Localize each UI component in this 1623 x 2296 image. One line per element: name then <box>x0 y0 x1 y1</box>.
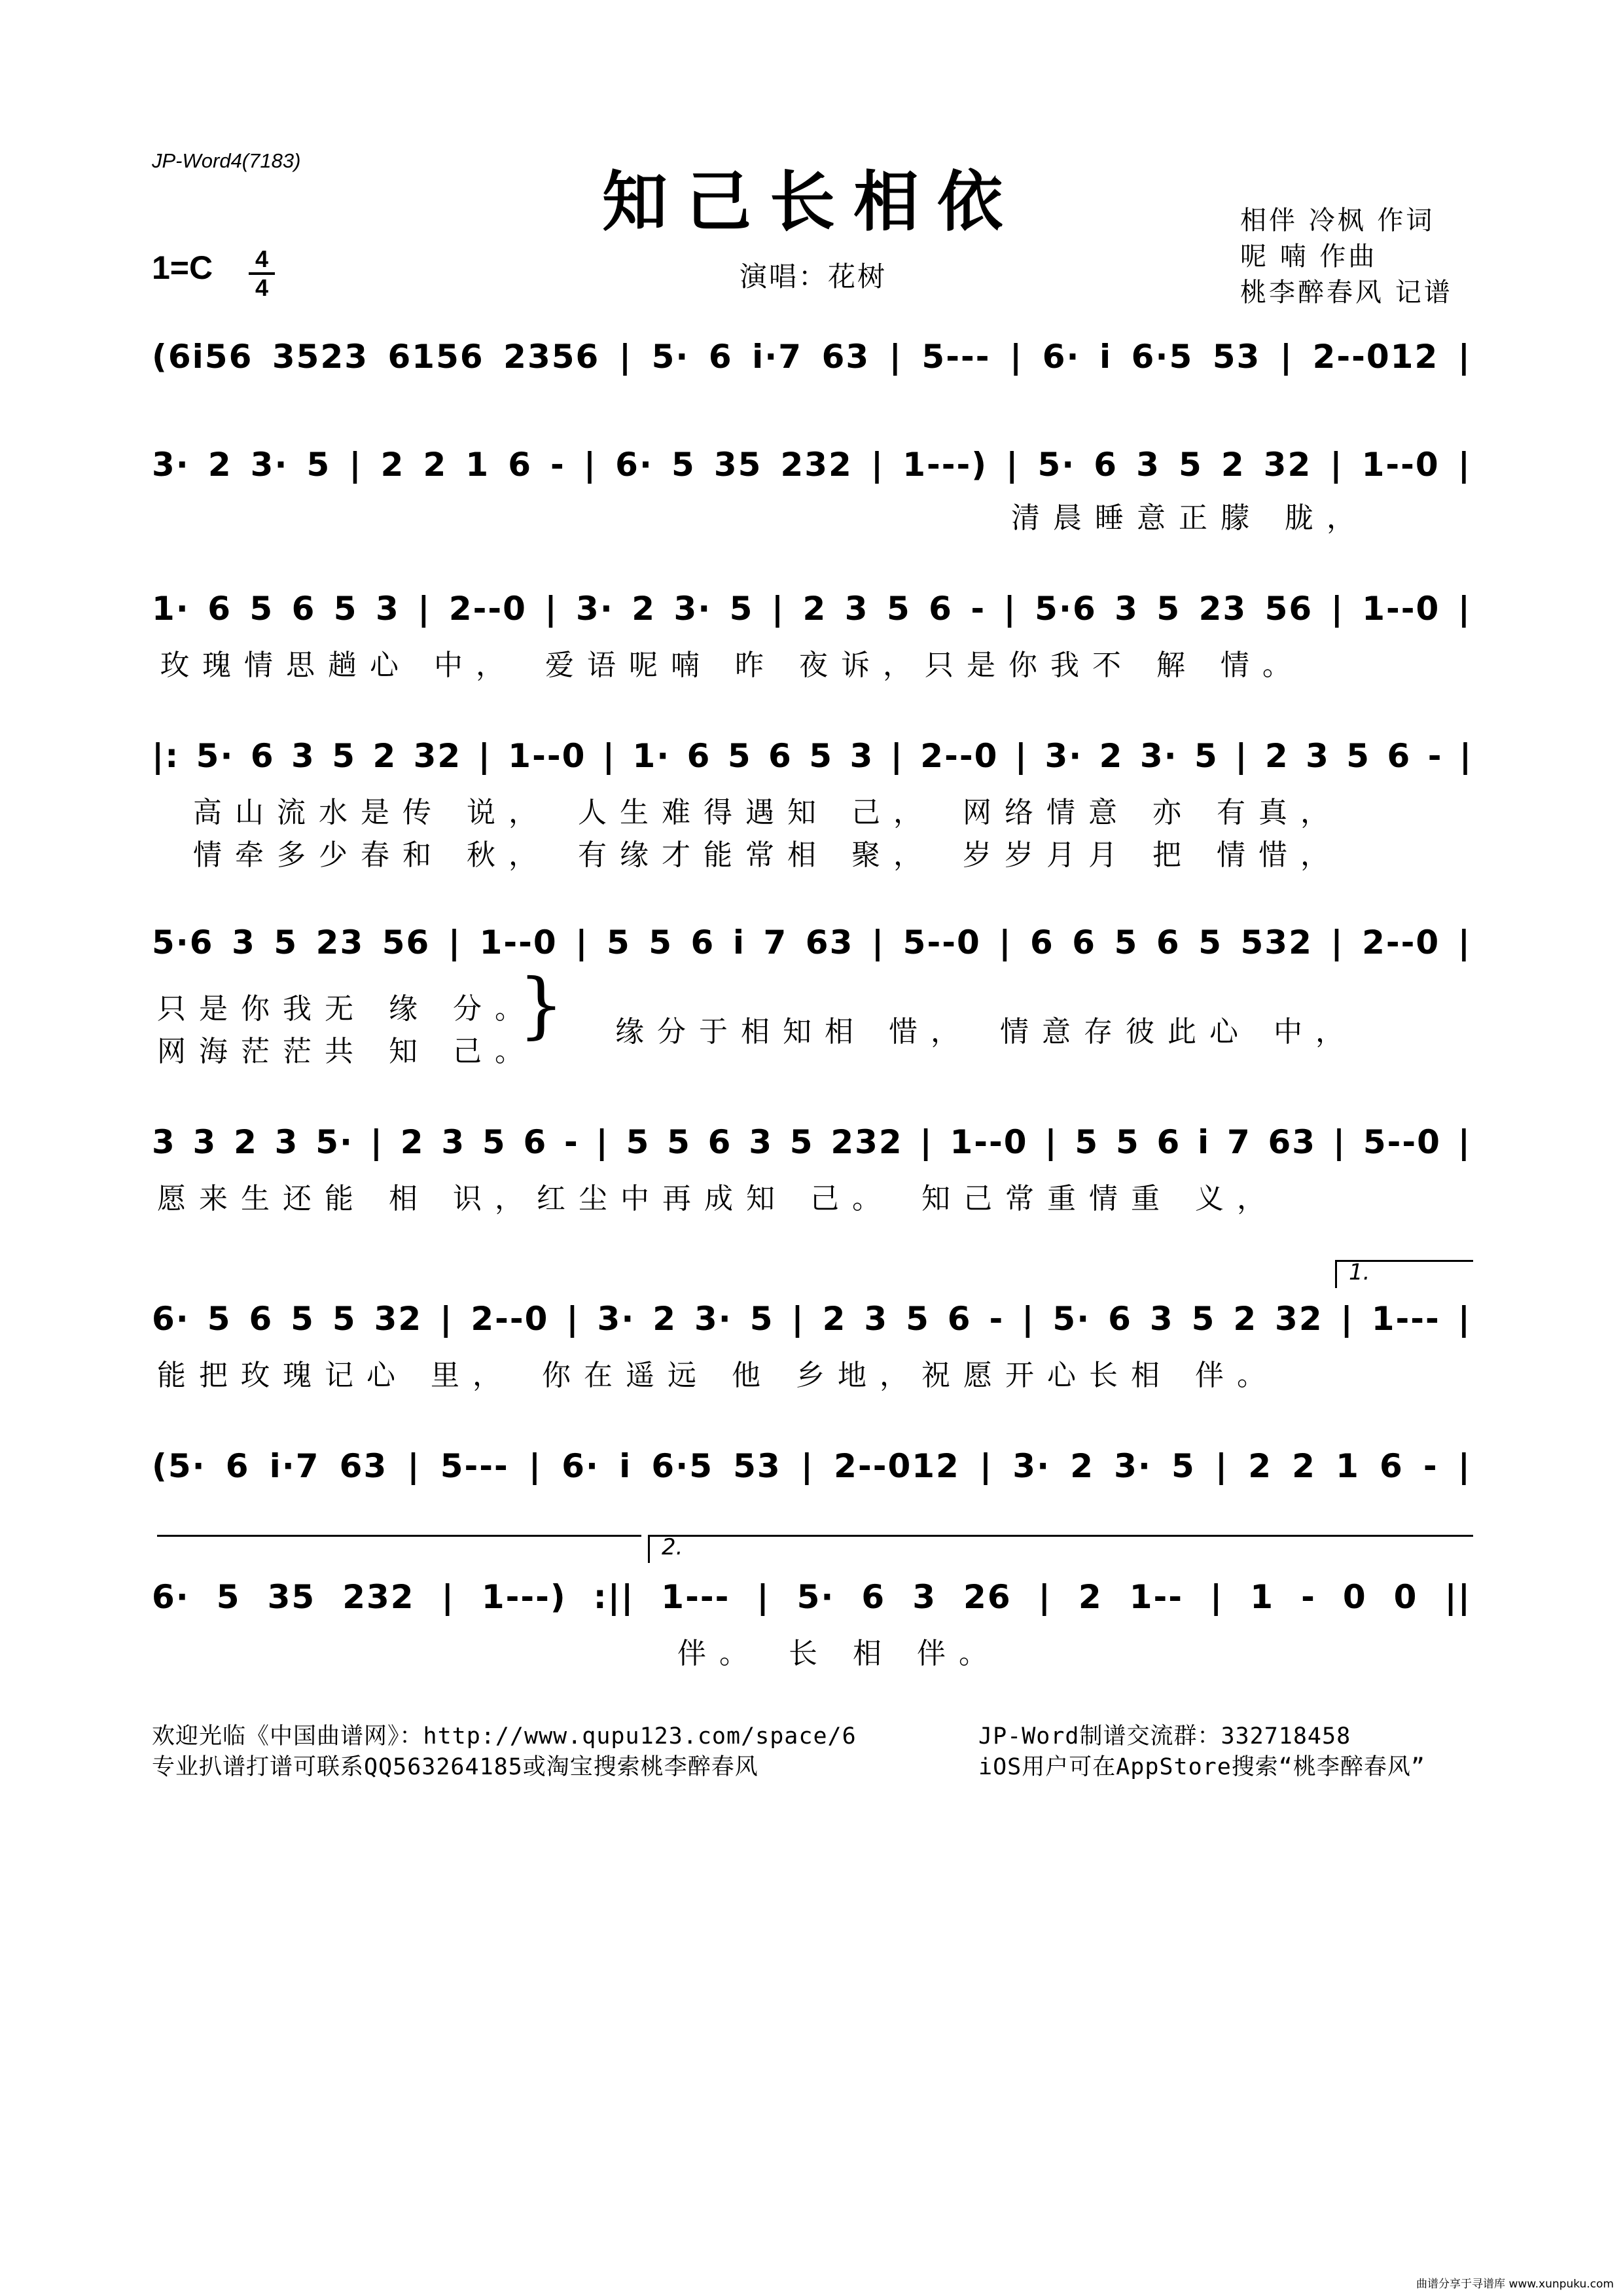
page-title: 知己长相依 <box>602 163 1021 240</box>
lyrics-verse-1: 高山流水是传 说， 人生难得遇知 己， 网络情意 亦 有真， <box>193 796 1342 829</box>
score-system-7 <box>0 1289 1623 1348</box>
verse-brace: } <box>518 963 564 1047</box>
lyrics-line: 能把玫瑰记心 里， 你在遥远 他 乡地，祝愿开心长相 伴。 <box>157 1359 1279 1392</box>
score-system-5 <box>0 913 1623 972</box>
version-label: JP-Word4(7183) <box>152 149 301 172</box>
score-system-1 <box>0 327 1623 386</box>
footer-appstore: iOS用户可在AppStore搜索“桃李醉春风” <box>978 1754 1425 1780</box>
notes-line: 3 3 2 3 5· | 2 3 5 6 - | 5 5 6 3 5 232 | 1--0 | 5 5 6 i 7 63 | 5--0 | <box>152 1123 1471 1161</box>
footer-contact: 专业扒谱打谱可联系QQ563264185或淘宝搜索桃李醉春风 <box>152 1754 758 1780</box>
lyrics-line: 玫瑰情思趟心 中， 爱语呢喃 昨 夜诉，只是你我不 解 情。 <box>160 649 1304 682</box>
notes-line: 6· 5 6 5 5 32 | 2--0 | 3· 2 3· 5 | 2 3 5 6 - | 5· 6 3 5 2 32 | 1--- | <box>152 1300 1471 1338</box>
score-system-6 <box>0 1113 1623 1172</box>
notes-line: 5·6 3 5 23 56 | 1--0 | 5 5 6 i 7 63 | 5--0 | 6 6 5 6 5 532 | 2--0 | <box>152 924 1471 961</box>
notes-line: 6· 5 35 232 | 1---) :|| 1--- | 5· 6 3 26 | 2 1-- | 1 - 0 0 || <box>152 1578 1471 1616</box>
time-sig-bottom: 4 <box>255 274 269 301</box>
volta-2 <box>648 1535 1473 1563</box>
score-system-2 <box>0 435 1623 494</box>
notes-line: 1· 6 5 6 5 3 | 2--0 | 3· 2 3· 5 | 2 3 5 6 - | 5·6 3 5 23 56 | 1--0 | <box>152 590 1471 628</box>
composer-credit: 呢 喃 作曲 <box>1240 242 1378 272</box>
volta-1-label: 1. <box>1349 1259 1370 1285</box>
notes-line: (5· 6 i·7 63 | 5--- | 6· i 6·5 53 | 2--012 | 3· 2 3· 5 | 2 2 1 6 - | <box>152 1447 1471 1485</box>
watermark: 曲谱分享于寻谱库 www.xunpuku.com <box>1416 2278 1614 2291</box>
score-system-3 <box>0 579 1623 638</box>
score-system-9 <box>0 1568 1623 1626</box>
notes-line: (6i56 3523 6156 2356 | 5· 6 i·7 63 | 5--- | 6· i 6·5 53 | 2--012 | <box>152 338 1471 376</box>
lyrics-line: 愿来生还能 相 识，红尘中再成知 己。 知己常重情重 义， <box>157 1182 1279 1215</box>
lyrics-verse-1: 只是你我无 缘 分。 <box>157 992 537 1026</box>
footer-website: 欢迎光临《中国曲谱网》：http://www.qupu123.com/space/6 <box>152 1723 857 1749</box>
singer-label: 演唱：花树 <box>740 260 887 293</box>
notes-line: 3· 2 3· 5 | 2 2 1 6 - | 6· 5 35 232 | 1---) | 5· 6 3 5 2 32 | 1--0 | <box>152 446 1471 484</box>
lyrics-verse-2: 网海茫茫共 知 己。 <box>157 1035 537 1068</box>
volta-1 <box>1335 1260 1473 1288</box>
volta-2-label: 2. <box>662 1534 683 1560</box>
key-signature: 1=C <box>152 249 213 286</box>
volta-1-continuation <box>157 1535 641 1537</box>
notes-line: |: 5· 6 3 5 2 32 | 1--0 | 1· 6 5 6 5 3 | 2--0 | 3· 2 3· 5 | 2 3 5 6 - | <box>152 737 1473 775</box>
lyrics-line: 清晨睡意正朦 胧， <box>1011 501 1368 535</box>
score-system-4 <box>0 726 1623 785</box>
transcriber-credit: 桃李醉春风 记谱 <box>1240 278 1453 308</box>
lyricist-credit: 相伴 冷枫 作词 <box>1240 206 1435 236</box>
score-system-8 <box>0 1437 1623 1496</box>
time-signature <box>249 247 275 300</box>
lyrics-line: 伴。 长 相 伴。 <box>677 1637 1001 1670</box>
footer-group: JP-Word制谱交流群：332718458 <box>978 1723 1351 1749</box>
lyrics-verse-2: 情牵多少春和 秋， 有缘才能常相 聚， 岁岁月月 把 情惜， <box>193 838 1342 872</box>
time-sig-top: 4 <box>255 245 269 272</box>
lyrics-line: 缘分于相知相 惜， 情意存彼此心 中， <box>615 1015 1357 1049</box>
